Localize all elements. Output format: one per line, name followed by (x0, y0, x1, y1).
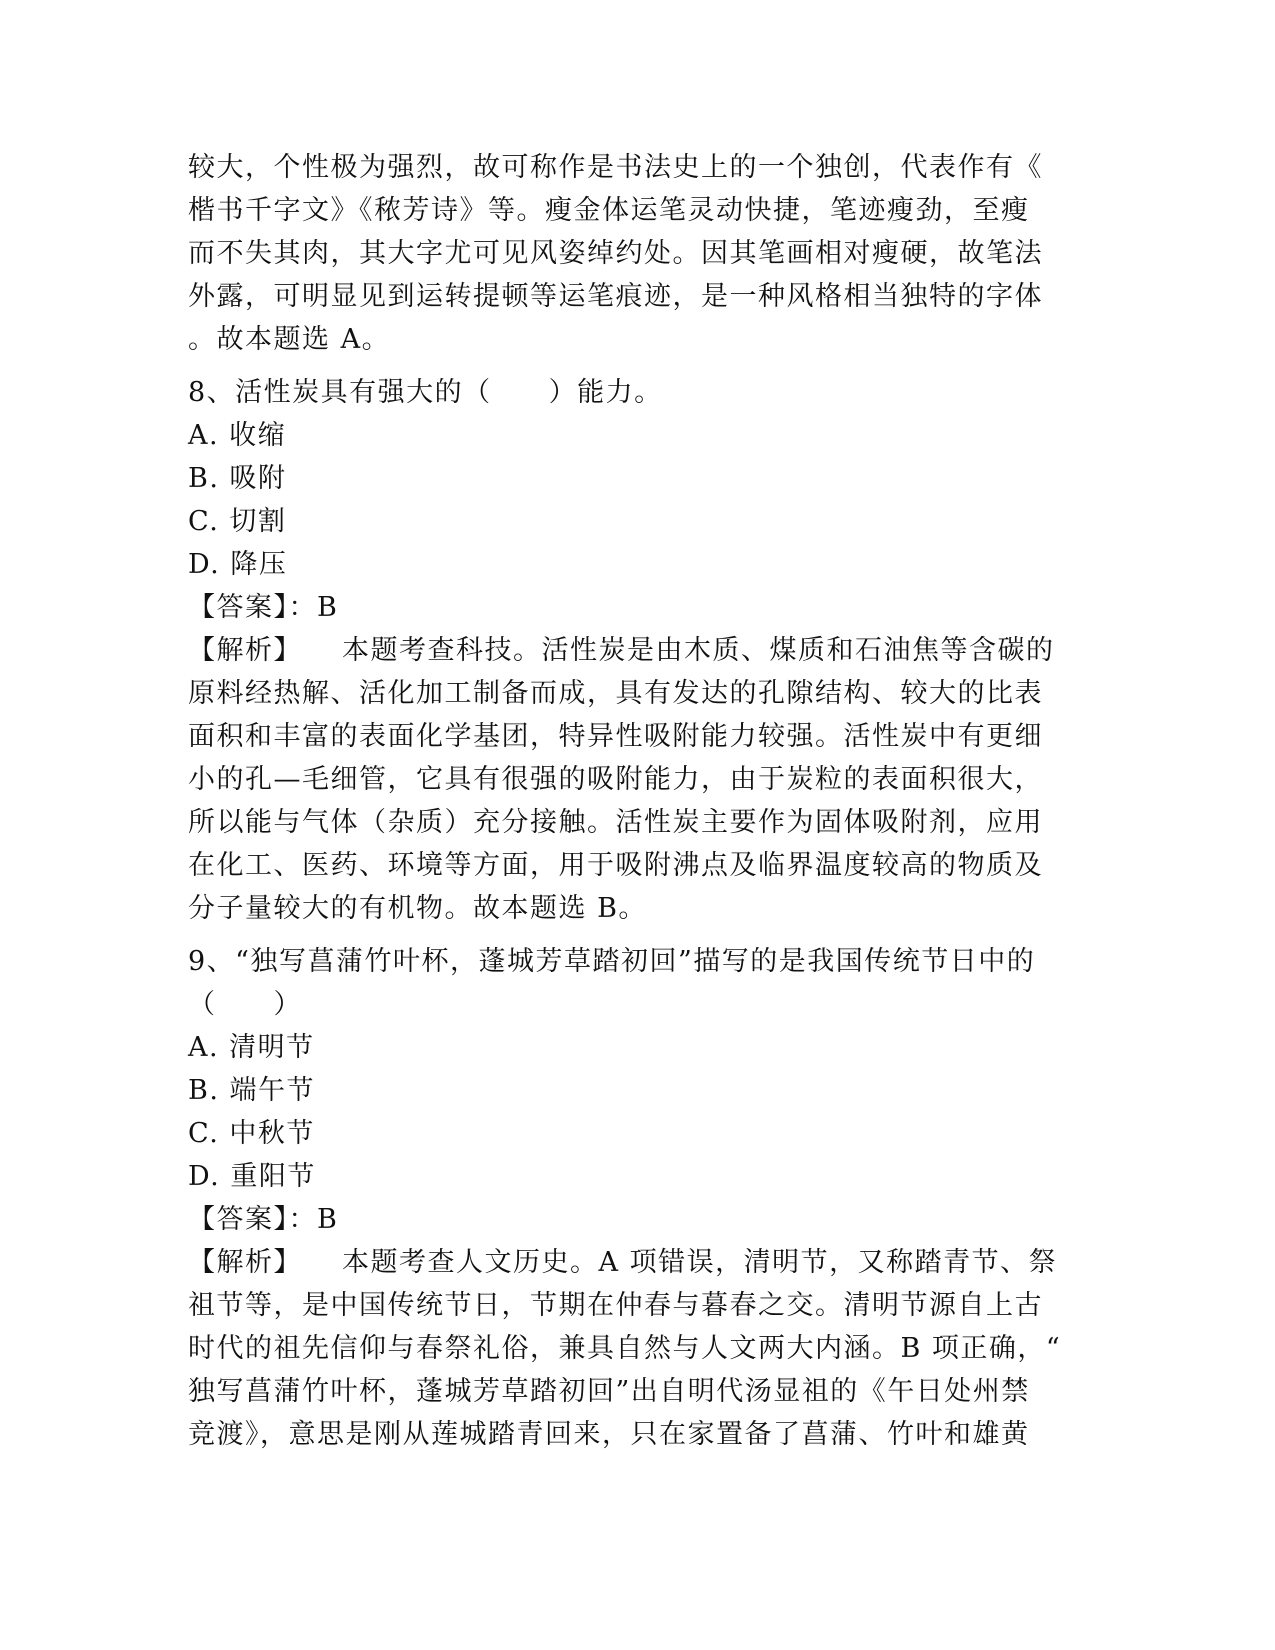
text-line: 分子量较大的有机物。故本题选 B。 (188, 893, 647, 924)
answer-value: ：B (288, 1204, 339, 1235)
analysis-label: 【解析】 (188, 1247, 302, 1278)
text-line: 小的孔—毛细管，它具有很强的吸附能力，由于炭粒的表面积很大， (188, 764, 1043, 795)
analysis-text: 本题考查人文历史。A 项错误，清明节，又称踏青节、祭 (342, 1247, 1058, 1278)
analysis (188, 629, 1088, 930)
question-text: （ ） (188, 989, 302, 1020)
text-line: 在化工、医药、环境等方面，用于吸附沸点及临界温度较高的物质及 (188, 850, 1043, 881)
text-line: 较大，个性极为强烈，故可称作是书法史上的一个独创，代表作有《 (188, 152, 1043, 183)
answer-label: 【答案】 (188, 592, 289, 623)
document-content (188, 146, 1088, 1456)
text-line: 祖节等，是中国传统节日，节期在仲春与暮春之交。清明节源自上古 (188, 1290, 1043, 1321)
question-text: 9、“独写菖蒲竹叶杯，蓬城芳草踏初回”描写的是我国传统节日中的 (188, 946, 1036, 977)
text-line: 。故本题选 A。 (188, 324, 391, 355)
analysis-first-line (188, 1241, 1088, 1284)
text-line: 面积和丰富的表面化学基团，特异性吸附能力较强。活性炭中有更细 (188, 721, 1043, 752)
text-line: 外露，可明显见到运转提顿等运笔痕迹，是一种风格相当独特的字体 (188, 281, 1043, 312)
question-8 (188, 371, 1088, 930)
text-line: 楷书千字文》《秾芳诗》等。瘦金体运笔灵动快捷，笔迹瘦劲，至瘦 (188, 195, 1030, 226)
analysis-label: 【解析】 (188, 635, 302, 666)
question-9 (188, 940, 1088, 1456)
option-a: A. 收缩 (188, 420, 287, 451)
text-line: 原料经热解、活化加工制备而成，具有发达的孔隙结构、较大的比表 (188, 678, 1043, 709)
answer-label: 【答案】 (188, 1204, 289, 1235)
analysis-text: 本题考查科技。活性炭是由木质、煤质和石油焦等含碳的 (342, 635, 1055, 666)
option-d: D. 降压 (188, 549, 288, 580)
answer-line (188, 586, 1088, 629)
spacer (188, 930, 1088, 940)
option-b: B. 端午节 (188, 1075, 316, 1106)
question-text: 8、活性炭具有强大的（ ）能力。 (188, 377, 663, 408)
analysis-first-line (188, 629, 1088, 672)
text-line: 独写菖蒲竹叶杯，蓬城芳草踏初回”出自明代汤显祖的《午日处州禁 (188, 1376, 1030, 1407)
answer-value: ：B (288, 592, 339, 623)
option-b: B. 吸附 (188, 463, 287, 494)
spacer (188, 361, 1088, 371)
text-line: 所以能与气体（杂质）充分接触。活性炭主要作为固体吸附剂，应用 (188, 807, 1043, 838)
option-d: D. 重阳节 (188, 1161, 316, 1192)
text-line: 时代的祖先信仰与春祭礼俗，兼具自然与人文两大内涵。B 项正确，“ (188, 1333, 1062, 1364)
prev-explanation (188, 146, 1088, 361)
analysis (188, 1241, 1088, 1456)
option-a: A. 清明节 (188, 1032, 315, 1063)
text-line: 而不失其肉，其大字尤可见风姿绰约处。因其笔画相对瘦硬，故笔法 (188, 238, 1043, 269)
option-c: C. 切割 (188, 506, 287, 537)
answer-line (188, 1198, 1088, 1241)
text-line: 竞渡》，意思是刚从莲城踏青回来，只在家置备了菖蒲、竹叶和雄黄 (188, 1419, 1030, 1450)
option-c: C. 中秋节 (188, 1118, 315, 1149)
